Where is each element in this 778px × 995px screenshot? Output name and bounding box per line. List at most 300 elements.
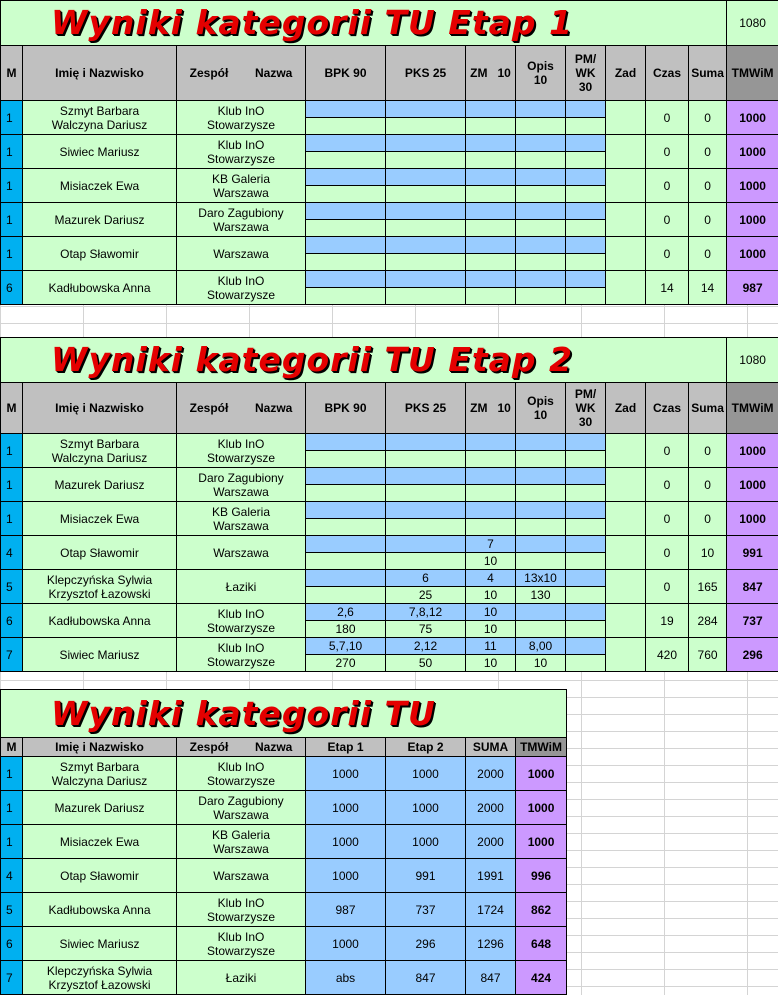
suma-cell: 0 — [689, 169, 727, 203]
line-1: Klub InO — [217, 895, 265, 910]
tmwim-cell: 1000 — [727, 203, 778, 237]
opis-cell: 13x10 — [516, 570, 566, 587]
table-row — [1, 536, 778, 553]
line-1: Łaziki — [225, 970, 257, 985]
col-zm-label: ZM — [470, 66, 488, 80]
zm-cell: 10 — [466, 655, 516, 672]
table-row — [1, 502, 778, 519]
col-zad: Zad — [606, 46, 646, 101]
zm-cell: 10 — [466, 621, 516, 638]
etap1-cell: 1000 — [306, 757, 386, 791]
pks-cell — [386, 502, 466, 519]
zm-cell — [466, 135, 516, 152]
pm-cell — [566, 621, 606, 638]
etap1-cell: 1000 — [306, 859, 386, 893]
line-1: Daro Zagubiony — [198, 205, 284, 220]
zad-cell — [606, 604, 646, 638]
opis-cell — [516, 169, 566, 186]
czas-cell: 0 — [646, 434, 689, 468]
place-cell: 1 — [1, 468, 23, 502]
etap2-table — [0, 337, 778, 672]
table-row — [1, 468, 778, 485]
pm-cell — [566, 655, 606, 672]
line-2: Walczyna Dariusz — [51, 773, 148, 788]
suma-cell: 1991 — [466, 859, 516, 893]
suma-cell: 14 — [689, 271, 727, 305]
suma-cell: 165 — [689, 570, 727, 604]
name-cell — [23, 169, 177, 203]
suma-cell: 0 — [689, 468, 727, 502]
line-1: Mazurek Dariusz — [54, 477, 145, 492]
pm-cell — [566, 553, 606, 570]
opis-cell — [516, 254, 566, 271]
line-1: Warszawa — [213, 246, 269, 261]
pm-cell — [566, 237, 606, 254]
opis-cell — [516, 118, 566, 135]
line-1: Klub InO — [217, 103, 265, 118]
suma-cell: 0 — [689, 203, 727, 237]
bpk-cell — [306, 254, 386, 271]
bpk-cell — [306, 570, 386, 587]
suma-cell: 1296 — [466, 927, 516, 961]
name-cell — [23, 135, 177, 169]
team-cell — [177, 536, 306, 570]
pks-cell — [386, 485, 466, 502]
tmwim-cell: 1000 — [727, 237, 778, 271]
tmwim-cell: 1000 — [516, 825, 567, 859]
name-cell — [23, 604, 177, 638]
bpk-cell — [306, 220, 386, 237]
line-1: Kadłubowska Anna — [48, 280, 151, 295]
table-row — [1, 101, 778, 118]
pks-cell — [386, 519, 466, 536]
line-1: Otap Sławomir — [60, 545, 139, 560]
name-cell — [23, 434, 177, 468]
pm-cell — [566, 485, 606, 502]
opis-cell — [516, 135, 566, 152]
etap1-section — [0, 0, 778, 305]
czas-cell: 0 — [646, 570, 689, 604]
col-zm-n: 10 — [497, 401, 511, 415]
col-czas: Czas — [646, 46, 689, 101]
col-opis-label: Opis — [527, 59, 554, 73]
opis-cell: 10 — [516, 655, 566, 672]
bpk-cell — [306, 553, 386, 570]
line-1: Daro Zagubiony — [198, 793, 284, 808]
table-row — [1, 961, 567, 995]
opis-cell — [516, 519, 566, 536]
pks-cell — [386, 220, 466, 237]
col-nazwa: Nazwa — [254, 740, 293, 754]
team-cell — [177, 570, 306, 604]
zad-cell — [606, 570, 646, 604]
name-cell — [23, 791, 177, 825]
line-2: Warszawa — [213, 807, 269, 822]
pks-cell — [386, 451, 466, 468]
col-zad: Zad — [606, 383, 646, 434]
line-2: Stowarzysze — [206, 654, 276, 669]
line-2: Stowarzysze — [206, 773, 276, 788]
zm-cell: 11 — [466, 638, 516, 655]
zm-cell: 10 — [466, 604, 516, 621]
col-pm-label: PM/ — [574, 52, 597, 66]
bpk-cell — [306, 101, 386, 118]
col-suma: SUMA — [466, 738, 516, 757]
name-cell — [23, 271, 177, 305]
place-cell: 5 — [1, 570, 23, 604]
czas-cell: 0 — [646, 237, 689, 271]
place-cell: 1 — [1, 135, 23, 169]
opis-cell — [516, 451, 566, 468]
col-pm-n: 30 — [578, 80, 593, 94]
zad-cell — [606, 271, 646, 305]
etap1-title: Wyniki kategorii TU Etap 1 — [1, 1, 727, 46]
zad-cell — [606, 203, 646, 237]
col-pm — [566, 383, 606, 434]
team-cell — [177, 237, 306, 271]
bpk-cell: 180 — [306, 621, 386, 638]
table-row — [1, 169, 778, 186]
col-tmwim: TMWiM — [727, 383, 778, 434]
col-suma: Suma — [689, 46, 727, 101]
zad-cell — [606, 536, 646, 570]
zm-cell: 4 — [466, 570, 516, 587]
col-wk-label: WK — [575, 66, 596, 80]
team-cell — [177, 101, 306, 135]
line-1: Klepczyńska Sylwia — [46, 963, 153, 978]
team-cell — [177, 434, 306, 468]
pks-cell: 7,8,12 — [386, 604, 466, 621]
zm-cell — [466, 203, 516, 220]
col-zespol: Zespół — [189, 66, 229, 80]
col-zespol: Zespół — [189, 401, 229, 415]
opis-cell — [516, 621, 566, 638]
zad-cell — [606, 169, 646, 203]
table-row — [1, 203, 778, 220]
pks-cell — [386, 288, 466, 305]
team-cell — [177, 825, 306, 859]
tmwim-cell: 1000 — [727, 434, 778, 468]
line-2: Warszawa — [213, 219, 269, 234]
col-name: Imię i Nazwisko — [23, 383, 177, 434]
pks-cell — [386, 254, 466, 271]
col-opis-label: Opis — [527, 394, 554, 408]
pm-cell — [566, 434, 606, 451]
bpk-cell — [306, 118, 386, 135]
etap1-cell: 1000 — [306, 927, 386, 961]
line-1: Misiaczek Ewa — [59, 511, 140, 526]
col-nazwa: Nazwa — [254, 401, 293, 415]
name-cell — [23, 825, 177, 859]
line-1: Klub InO — [217, 137, 265, 152]
name-cell — [23, 468, 177, 502]
tmwim-cell: 991 — [727, 536, 778, 570]
team-cell — [177, 791, 306, 825]
opis-cell — [516, 468, 566, 485]
line-1: Łaziki — [225, 579, 257, 594]
col-pm-n: 30 — [578, 415, 593, 429]
table-row — [1, 271, 778, 288]
line-1: KB Galeria — [211, 171, 271, 186]
pks-cell — [386, 536, 466, 553]
bpk-cell — [306, 237, 386, 254]
summary-section — [0, 689, 567, 995]
line-1: Otap Sławomir — [60, 246, 139, 261]
line-2: Walczyna Dariusz — [51, 117, 148, 132]
zad-cell — [606, 468, 646, 502]
opis-cell — [516, 186, 566, 203]
czas-cell: 0 — [646, 169, 689, 203]
table-row — [1, 434, 778, 451]
bpk-cell — [306, 451, 386, 468]
zm-cell — [466, 519, 516, 536]
bpk-cell — [306, 519, 386, 536]
suma-cell: 847 — [466, 961, 516, 995]
col-wk-label: WK — [575, 401, 596, 415]
col-czas: Czas — [646, 383, 689, 434]
team-cell — [177, 135, 306, 169]
line-2: Warszawa — [213, 484, 269, 499]
bpk-cell — [306, 485, 386, 502]
name-cell — [23, 237, 177, 271]
suma-cell: 0 — [689, 135, 727, 169]
place-cell: 5 — [1, 893, 23, 927]
bpk-cell: 2,6 — [306, 604, 386, 621]
line-2: Krzysztof Łazowski — [48, 977, 151, 992]
zm-cell — [466, 237, 516, 254]
team-cell — [177, 203, 306, 237]
pks-cell — [386, 237, 466, 254]
bpk-cell — [306, 169, 386, 186]
line-2: Walczyna Dariusz — [51, 450, 148, 465]
table-row — [1, 893, 567, 927]
tmwim-cell: 1000 — [727, 135, 778, 169]
zm-cell — [466, 169, 516, 186]
pks-cell: 25 — [386, 587, 466, 604]
etap1-rows — [1, 101, 778, 305]
col-m: M — [1, 738, 23, 757]
col-etap2: Etap 2 — [386, 738, 466, 757]
col-pks: PKS 25 — [386, 46, 466, 101]
col-m: M — [1, 46, 23, 101]
suma-cell: 10 — [689, 536, 727, 570]
line-1: Kadłubowska Anna — [48, 902, 151, 917]
line-2: Krzysztof Łazowski — [48, 586, 151, 601]
line-1: Warszawa — [213, 545, 269, 560]
line-1: Siwiec Mariusz — [59, 936, 140, 951]
opis-cell — [516, 536, 566, 553]
col-m: M — [1, 383, 23, 434]
zm-cell — [466, 451, 516, 468]
place-cell: 1 — [1, 101, 23, 135]
etap2-cell: 1000 — [386, 791, 466, 825]
czas-cell: 0 — [646, 203, 689, 237]
etap2-cell: 296 — [386, 927, 466, 961]
line-1: Otap Sławomir — [60, 868, 139, 883]
place-cell: 7 — [1, 961, 23, 995]
table-row — [1, 825, 567, 859]
tmwim-cell: 862 — [516, 893, 567, 927]
col-pm-label: PM/ — [574, 387, 597, 401]
zad-cell — [606, 237, 646, 271]
pm-cell — [566, 468, 606, 485]
pm-cell — [566, 519, 606, 536]
pks-cell — [386, 203, 466, 220]
col-name: Imię i Nazwisko — [23, 738, 177, 757]
pks-cell — [386, 101, 466, 118]
name-cell — [23, 859, 177, 893]
zm-cell — [466, 152, 516, 169]
opis-cell — [516, 152, 566, 169]
bpk-cell — [306, 536, 386, 553]
team-cell — [177, 961, 306, 995]
pm-cell — [566, 570, 606, 587]
pm-cell — [566, 288, 606, 305]
opis-cell — [516, 203, 566, 220]
pks-cell — [386, 152, 466, 169]
pks-cell — [386, 118, 466, 135]
team-cell — [177, 502, 306, 536]
line-2: Stowarzysze — [206, 287, 276, 302]
col-bpk: BPK 90 — [306, 383, 386, 434]
place-cell: 6 — [1, 271, 23, 305]
pks-cell — [386, 135, 466, 152]
zm-cell — [466, 434, 516, 451]
pm-cell — [566, 451, 606, 468]
bpk-cell — [306, 434, 386, 451]
zm-cell — [466, 220, 516, 237]
bpk-cell — [306, 587, 386, 604]
pm-cell — [566, 536, 606, 553]
place-cell: 1 — [1, 203, 23, 237]
tmwim-cell: 1000 — [727, 101, 778, 135]
czas-cell: 19 — [646, 604, 689, 638]
etap2-title: Wyniki kategorii TU Etap 2 — [1, 338, 727, 383]
czas-cell: 0 — [646, 468, 689, 502]
team-cell — [177, 271, 306, 305]
zm-cell — [466, 271, 516, 288]
tmwim-cell: 296 — [727, 638, 778, 672]
zm-cell — [466, 118, 516, 135]
zm-cell — [466, 502, 516, 519]
place-cell: 6 — [1, 604, 23, 638]
col-opis-n: 10 — [533, 408, 548, 422]
name-cell — [23, 927, 177, 961]
pm-cell — [566, 152, 606, 169]
tmwim-cell: 1000 — [516, 791, 567, 825]
col-tmwim: TMWiM — [516, 738, 567, 757]
place-cell: 7 — [1, 638, 23, 672]
line-2: Warszawa — [213, 841, 269, 856]
etap1-cell: 1000 — [306, 825, 386, 859]
col-tmwim: TMWiM — [727, 46, 778, 101]
etap1-cell: 1000 — [306, 791, 386, 825]
col-etap1: Etap 1 — [306, 738, 386, 757]
tmwim-cell: 1000 — [516, 757, 567, 791]
czas-cell: 0 — [646, 502, 689, 536]
pks-cell — [386, 468, 466, 485]
line-1: Siwiec Mariusz — [59, 647, 140, 662]
pm-cell — [566, 169, 606, 186]
bpk-cell — [306, 186, 386, 203]
col-suma: Suma — [689, 383, 727, 434]
pm-cell — [566, 638, 606, 655]
bpk-cell: 5,7,10 — [306, 638, 386, 655]
line-1: Szmyt Barbara — [59, 436, 140, 451]
zad-cell — [606, 434, 646, 468]
etap2-cell: 1000 — [386, 757, 466, 791]
pm-cell — [566, 135, 606, 152]
table-row — [1, 135, 778, 152]
pm-cell — [566, 502, 606, 519]
etap2-cell: 737 — [386, 893, 466, 927]
zad-cell — [606, 101, 646, 135]
suma-cell: 0 — [689, 101, 727, 135]
team-cell — [177, 757, 306, 791]
team-cell — [177, 859, 306, 893]
tmwim-cell: 1000 — [727, 169, 778, 203]
pks-cell — [386, 271, 466, 288]
place-cell: 6 — [1, 927, 23, 961]
team-cell — [177, 638, 306, 672]
col-pks: PKS 25 — [386, 383, 466, 434]
col-zespol: Zespół — [189, 740, 229, 754]
name-cell — [23, 570, 177, 604]
zm-cell: 7 — [466, 536, 516, 553]
opis-cell — [516, 271, 566, 288]
line-2: Stowarzysze — [206, 117, 276, 132]
name-cell — [23, 893, 177, 927]
suma-cell: 2000 — [466, 757, 516, 791]
team-cell — [177, 604, 306, 638]
tmwim-cell: 847 — [727, 570, 778, 604]
zm-cell: 10 — [466, 553, 516, 570]
col-team — [177, 738, 306, 757]
opis-cell — [516, 502, 566, 519]
summary-title: Wyniki kategorii TU — [1, 690, 567, 738]
etap1-cell: abs — [306, 961, 386, 995]
pks-cell — [386, 169, 466, 186]
opis-cell — [516, 220, 566, 237]
etap2-cell: 1000 — [386, 825, 466, 859]
line-2: Stowarzysze — [206, 151, 276, 166]
opis-cell: 130 — [516, 587, 566, 604]
name-cell — [23, 203, 177, 237]
place-cell: 4 — [1, 536, 23, 570]
line-2: Stowarzysze — [206, 450, 276, 465]
col-bpk: BPK 90 — [306, 46, 386, 101]
zm-cell — [466, 468, 516, 485]
line-2: Stowarzysze — [206, 943, 276, 958]
col-zm-label: ZM — [470, 401, 488, 415]
pks-cell: 2,12 — [386, 638, 466, 655]
line-1: Warszawa — [213, 868, 269, 883]
line-1: Klepczyńska Sylwia — [46, 572, 153, 587]
col-zm-n: 10 — [497, 66, 511, 80]
place-cell: 1 — [1, 169, 23, 203]
pm-cell — [566, 220, 606, 237]
name-cell — [23, 757, 177, 791]
suma-cell: 0 — [689, 502, 727, 536]
opis-cell — [516, 237, 566, 254]
col-pm — [566, 46, 606, 101]
pks-cell: 75 — [386, 621, 466, 638]
line-1: Misiaczek Ewa — [59, 834, 140, 849]
etap2-cell: 991 — [386, 859, 466, 893]
etap2-number: 1080 — [727, 338, 778, 383]
table-row — [1, 570, 778, 587]
line-1: Misiaczek Ewa — [59, 178, 140, 193]
